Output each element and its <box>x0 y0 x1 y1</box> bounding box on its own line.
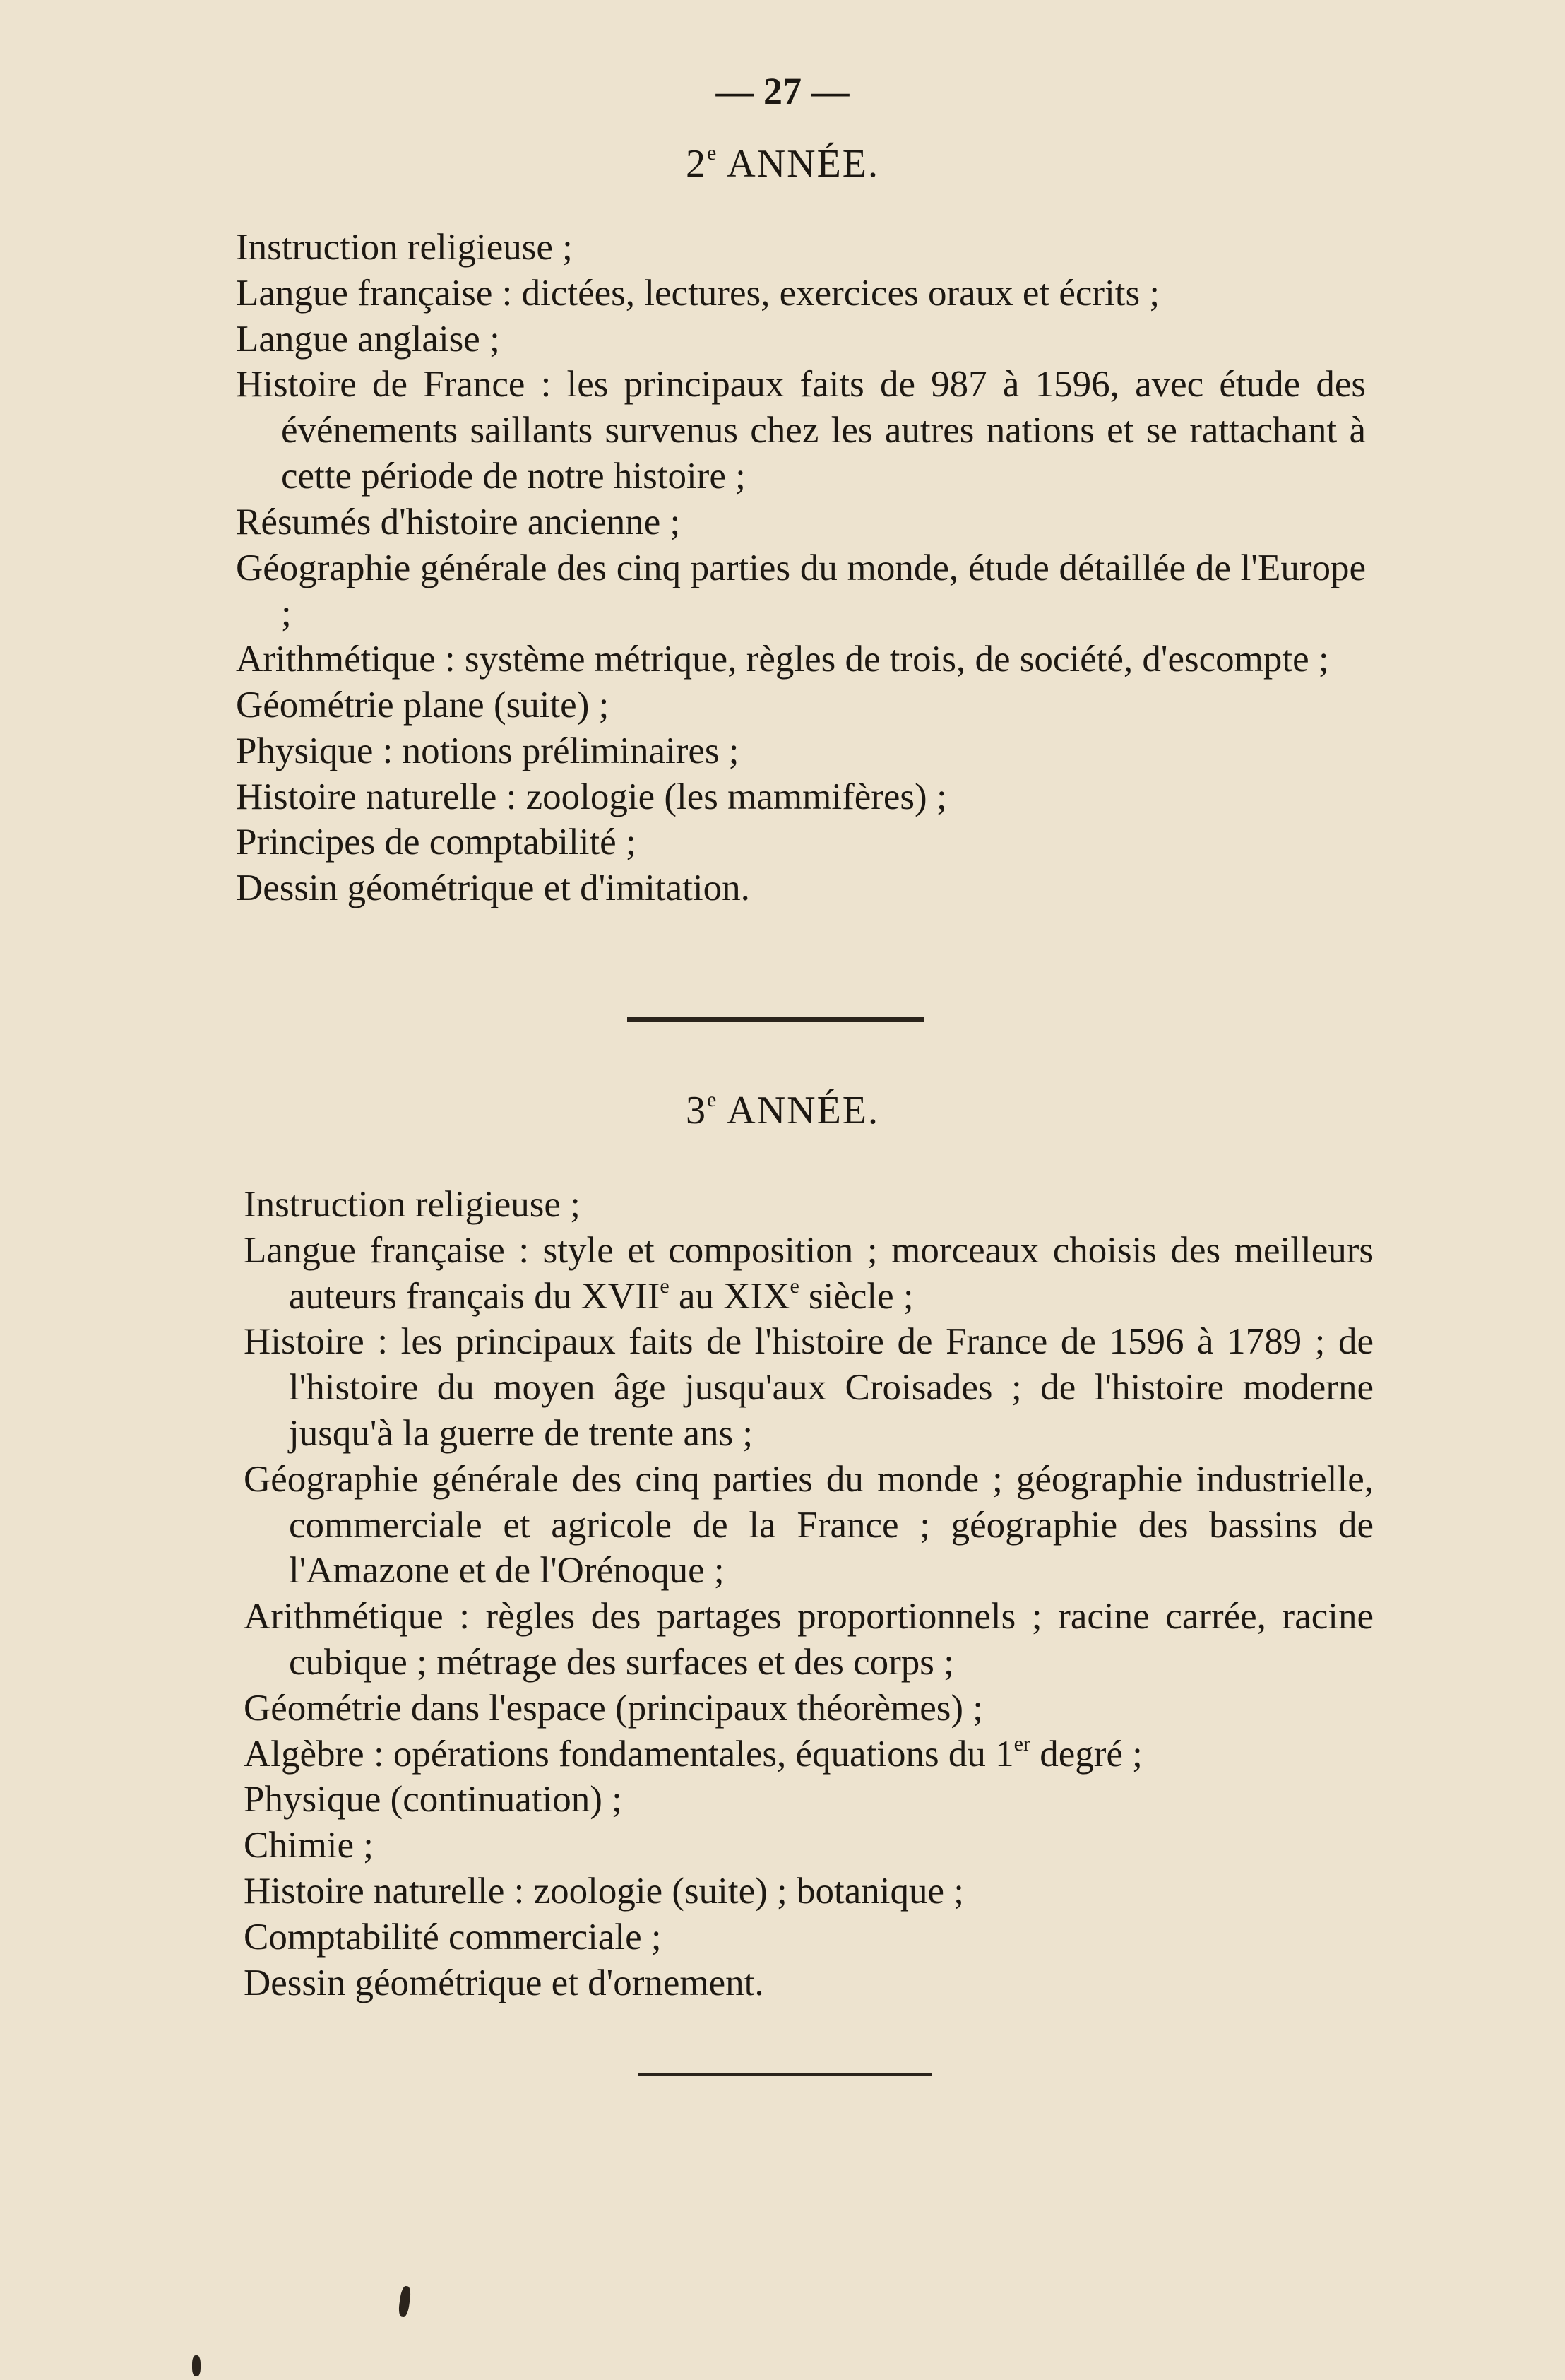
ink-blot-mark <box>398 2285 412 2318</box>
list-item: Résumés d'histoire ancienne ; <box>236 501 681 543</box>
list-item-text: siècle ; <box>799 1275 914 1317</box>
list-item: Physique : notions préliminaires ; <box>236 730 739 771</box>
list-item: Langue anglaise ; <box>236 318 500 360</box>
section-title-superscript: e <box>707 141 718 165</box>
list-item-text: Algèbre : opérations fondamentales, équations du 1 <box>244 1733 1014 1775</box>
list-item: Chimie ; <box>244 1825 374 1866</box>
curriculum-list-3e-annee <box>244 1182 1374 2006</box>
section-divider <box>627 1017 924 1022</box>
section-title-number: 3 <box>686 1089 707 1132</box>
list-item: Histoire : les principaux faits de l'histoire de France de 1596 à 1789 ; de l'histoire du moyen âge jusqu'aux Croisades ; de l'histoire moderne jusqu'à la guerre de trente ans ; <box>244 1321 1374 1454</box>
list-item <box>244 1731 1374 1777</box>
list-item: Principes de comptabilité ; <box>236 822 636 863</box>
list-item: Instruction religieuse ; <box>244 1184 581 1225</box>
section-title-superscript: e <box>707 1088 718 1111</box>
list-item: Géographie générale des cinq parties du monde ; géographie industrielle, commerciale et agricole de la France ; géographie des bassins de l'Amazone et de l'Orénoque ; <box>244 1458 1374 1592</box>
list-item: Dessin géométrique et d'imitation. <box>236 868 750 909</box>
list-item: Histoire de France : les principaux faits de 987 à 1596, avec étude des événements saillants survenus chez les autres nations et se rattachant à cette période de notre histoire ; <box>236 364 1366 497</box>
section-divider <box>638 2073 932 2076</box>
list-item: Instruction religieuse ; <box>236 227 573 268</box>
superscript: e <box>790 1274 799 1298</box>
curriculum-list-2e-annee <box>236 225 1366 911</box>
section-title-2e-annee <box>0 141 1565 187</box>
list-item: Arithmétique : règles des partages proportionnels ; racine carrée, racine cubique ; métrage des surfaces et des corps ; <box>244 1596 1374 1683</box>
list-item: Géométrie plane (suite) ; <box>236 684 609 726</box>
list-item-text: au XIX <box>669 1275 790 1317</box>
list-item: Histoire naturelle : zoologie (suite) ; botanique ; <box>244 1870 964 1912</box>
section-title-3e-annee <box>0 1088 1565 1133</box>
list-item: Arithmétique : système métrique, règles de trois, de société, d'escompte ; <box>236 639 1329 680</box>
list-item: Comptabilité commerciale ; <box>244 1916 662 1958</box>
superscript: e <box>660 1274 670 1298</box>
list-item: Langue française : dictées, lectures, exercices oraux et écrits ; <box>236 272 1160 314</box>
list-item: Géographie générale des cinq parties du monde, étude détaillée de l'Europe ; <box>236 547 1366 634</box>
list-item-text: degré ; <box>1030 1733 1143 1775</box>
section-title-word: ANNÉE. <box>727 142 879 186</box>
list-item: Dessin géométrique et d'ornement. <box>244 1962 764 2003</box>
list-item-text: Langue française : style et composition ; morceaux choisis des meilleurs auteurs français du XVII <box>244 1229 1374 1317</box>
list-item: Physique (continuation) ; <box>244 1779 622 1820</box>
section-title-word: ANNÉE. <box>727 1089 879 1132</box>
page-number: — 27 — <box>715 70 850 112</box>
section-title-number: 2 <box>686 142 707 186</box>
list-item: Histoire naturelle : zoologie (les mammifères) ; <box>236 776 947 817</box>
list-item <box>244 1228 1374 1320</box>
list-item: Géométrie dans l'espace (principaux théorèmes) ; <box>244 1687 984 1729</box>
superscript: er <box>1013 1731 1030 1756</box>
ink-blot-mark <box>192 2355 201 2376</box>
